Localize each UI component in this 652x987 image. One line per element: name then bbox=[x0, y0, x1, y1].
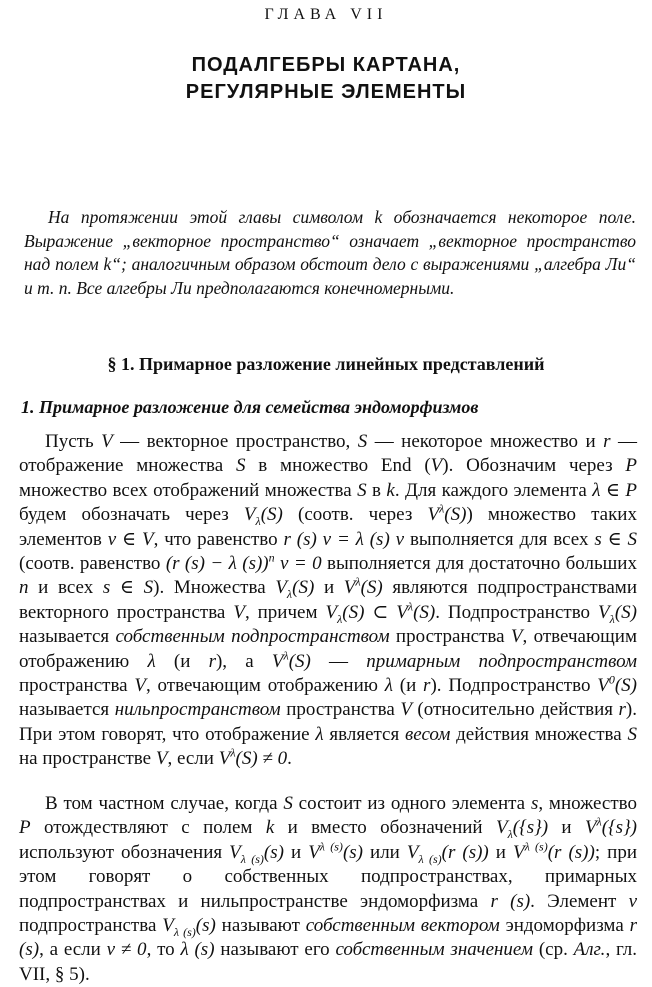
paragraph-1: Пусть V — векторное пространство, S — некоторое множество и r — отображение множества S в множество End (V). Обозначим через P множество всех отображений множества S в k. Для каждого элемента λ ∈ P будем обозначать через $V_\lambda(S)$ (соотв. через $V^\lambda(S)$) множество таких элементов v ∈ V, что равенство r (s) v = λ (s) v выполняется для всех s ∈ S (соотв. равенство (r (s) − λ (s))$^n$ v = 0 выполняется для достаточно больших n и всех s ∈ S). Множества $V_\lambda(S)$ и $V^\lambda(S)$ являются подпространствами векторного пространства V, причем $V_\lambda(S)$ ⊂ $V^\lambda(S)$. Подпространство $V_\lambda(S)$ называется собственным подпространством пространства V, отвечающим отображению λ (и r), а $V^\lambda(S)$ — примарным подпространством пространства V, отвечающим отображению λ (и r). Подпространство $V^0(S)$ называется нильпространством пространства V (относительно действия r). При этом говорят, что отображение λ является весом действия множества S на пространстве V, если $V^\lambda(S) \ne 0$. bbox=[19, 431, 638, 770]
subsection-heading: 1. Примарное разложение для семейства эндоморфизмов bbox=[21, 397, 479, 417]
chapter-label: ГЛАВА VII bbox=[264, 6, 388, 23]
paragraph-2: В том частном случае, когда S состоит из одного элемента s, множество P отождествляют с полем k и вместо обозначений $V_\lambda(\{s\})$ и $V^\lambda(\{s\})$ используют обозначения $V_{\lambda (s)}(s)$ и $V^{\lambda (s)}(s)$ или $V_{\lambda (s)}(r$ (s)) и $V^{\lambda (s)}(r$ (s)); при этом говорят о собственных подпространствах, примарных подпространствах и нильпространстве эндоморфизма r (s). Элемент v подпространства $V_{\lambda (s)}(s)$ называют собственным вектором эндоморфизма r (s), а если v ≠ 0, то λ (s) называют его собственным значением (ср. Алг., гл. VII, § 5). bbox=[19, 793, 638, 985]
section-heading: § 1. Примарное разложение линейных представлений bbox=[107, 354, 545, 374]
chapter-title-line-1: ПОДАЛГЕБРЫ КАРТАНА, bbox=[191, 54, 461, 76]
chapter-title-line-2: РЕГУЛЯРНЫЕ ЭЛЕМЕНТЫ bbox=[185, 81, 467, 103]
chapter-title bbox=[0, 52, 652, 106]
chapter-intro: На протяжении этой главы символом k обозначается некоторое поле. Выражение „векторное пространство“ означает „векторное пространство над полем k“; аналогичным образом обстоит дело с выражениями „алгебра Ли“ и т. п. Все алгебры Ли предполагаются конечномерными. bbox=[24, 207, 636, 298]
